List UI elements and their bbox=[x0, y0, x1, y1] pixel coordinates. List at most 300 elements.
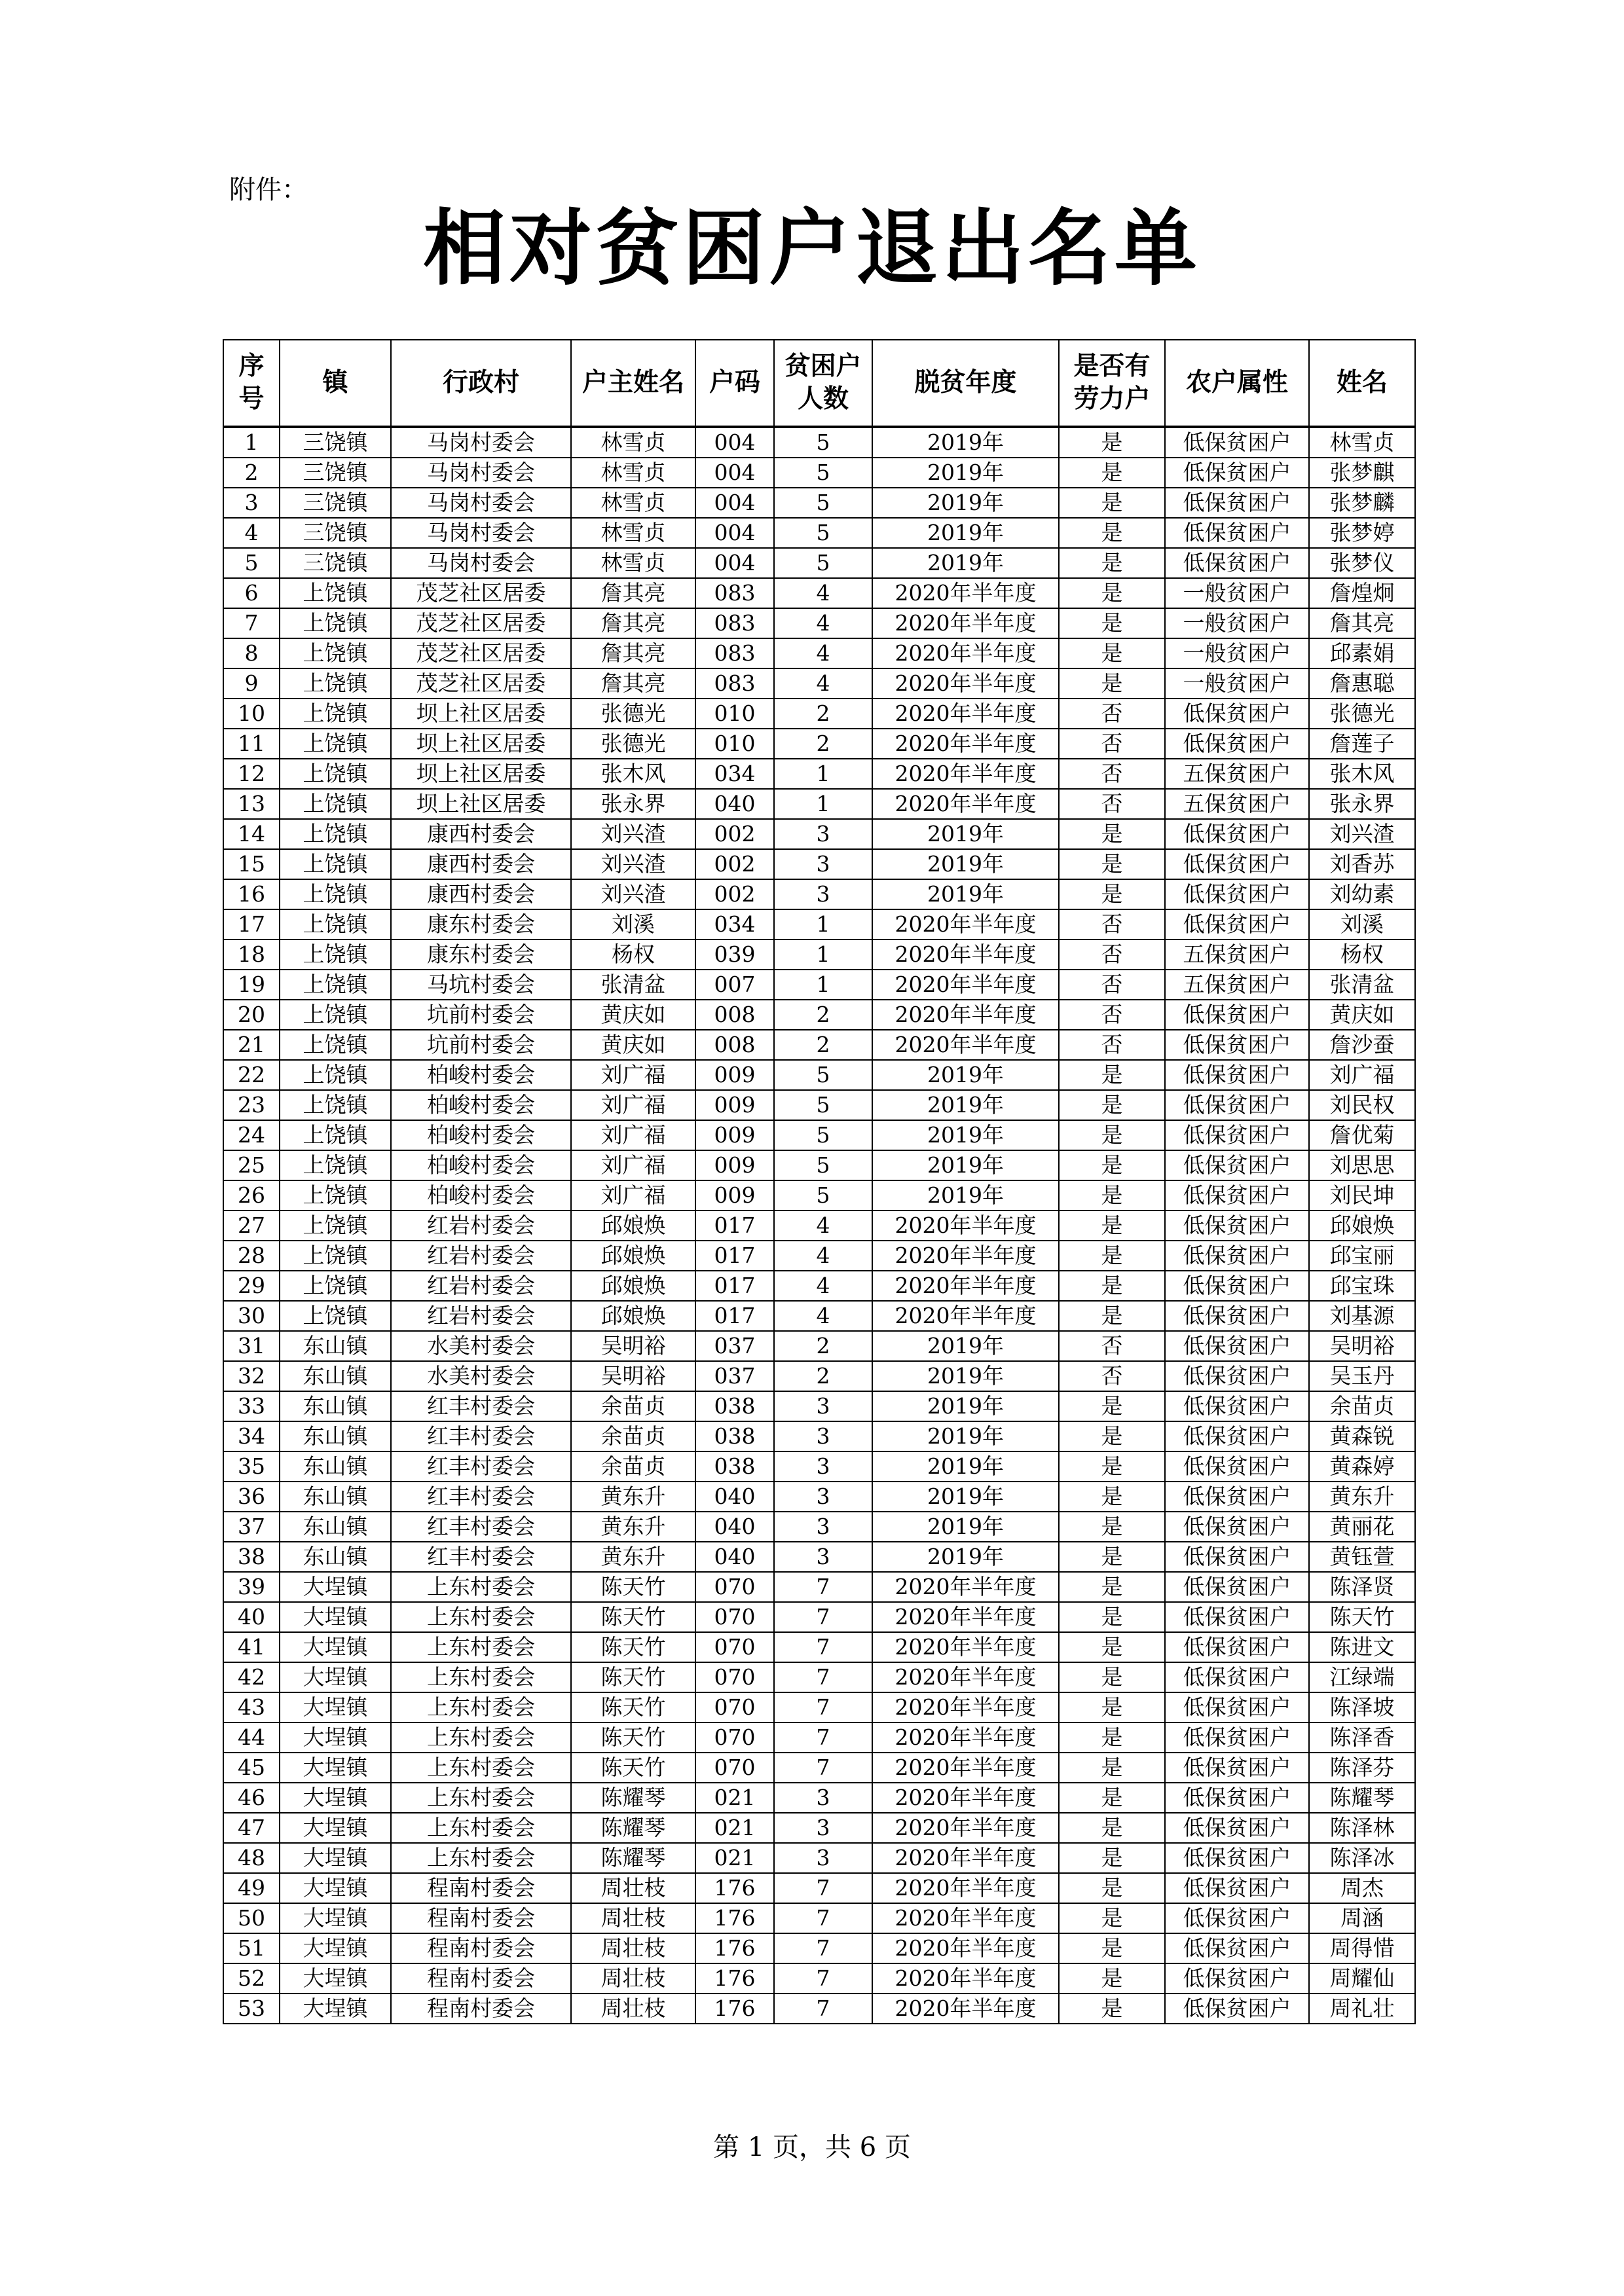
cell-town: 大埕镇 bbox=[280, 1572, 391, 1602]
cell-seq: 53 bbox=[223, 1994, 280, 2024]
cell-exit-year: 2019年 bbox=[872, 1421, 1059, 1451]
cell-town: 大埕镇 bbox=[280, 1963, 391, 1994]
cell-has-labor: 否 bbox=[1059, 909, 1165, 939]
cell-household-type: 低保贫困户 bbox=[1165, 1150, 1309, 1180]
cell-exit-year: 2020年半年度 bbox=[872, 729, 1059, 759]
cell-name: 詹莲子 bbox=[1309, 729, 1415, 759]
cell-household-type: 低保贫困户 bbox=[1165, 849, 1309, 879]
cell-seq: 15 bbox=[223, 849, 280, 879]
cell-household-size: 5 bbox=[774, 1090, 872, 1120]
cell-household-size: 1 bbox=[774, 909, 872, 939]
cell-name: 陈耀琴 bbox=[1309, 1783, 1415, 1813]
cell-village: 康西村委会 bbox=[391, 849, 571, 879]
cell-household-code: 039 bbox=[695, 939, 774, 970]
cell-has-labor: 是 bbox=[1059, 1692, 1165, 1722]
cell-has-labor: 否 bbox=[1059, 1361, 1165, 1391]
table-row bbox=[223, 1542, 1415, 1572]
cell-town: 大埕镇 bbox=[280, 1994, 391, 2024]
cell-name: 林雪贞 bbox=[1309, 427, 1415, 458]
table-row bbox=[223, 638, 1415, 668]
cell-town: 东山镇 bbox=[280, 1482, 391, 1512]
cell-has-labor: 是 bbox=[1059, 1241, 1165, 1271]
cell-town: 大埕镇 bbox=[280, 1873, 391, 1903]
cell-name: 邱宝珠 bbox=[1309, 1271, 1415, 1301]
cell-village: 程南村委会 bbox=[391, 1873, 571, 1903]
cell-household-code: 037 bbox=[695, 1361, 774, 1391]
cell-town: 东山镇 bbox=[280, 1542, 391, 1572]
cell-name: 詹优菊 bbox=[1309, 1120, 1415, 1150]
cell-household-type: 低保贫困户 bbox=[1165, 1030, 1309, 1060]
cell-town: 大埕镇 bbox=[280, 1722, 391, 1753]
cell-has-labor: 是 bbox=[1059, 1572, 1165, 1602]
header-name: 姓名 bbox=[1309, 340, 1415, 427]
cell-exit-year: 2019年 bbox=[872, 1391, 1059, 1421]
cell-name: 刘广福 bbox=[1309, 1060, 1415, 1090]
table-row bbox=[223, 1994, 1415, 2024]
cell-householder: 陈天竹 bbox=[571, 1572, 695, 1602]
cell-town: 上饶镇 bbox=[280, 1271, 391, 1301]
cell-name: 陈泽贤 bbox=[1309, 1572, 1415, 1602]
cell-village: 坑前村委会 bbox=[391, 1030, 571, 1060]
cell-household-code: 040 bbox=[695, 789, 774, 819]
cell-household-code: 083 bbox=[695, 578, 774, 608]
cell-household-type: 低保贫困户 bbox=[1165, 879, 1309, 909]
cell-exit-year: 2020年半年度 bbox=[872, 1602, 1059, 1632]
cell-seq: 47 bbox=[223, 1813, 280, 1843]
cell-household-code: 004 bbox=[695, 427, 774, 458]
cell-household-size: 7 bbox=[774, 1572, 872, 1602]
cell-town: 上饶镇 bbox=[280, 789, 391, 819]
table-row bbox=[223, 1873, 1415, 1903]
cell-household-type: 低保贫困户 bbox=[1165, 458, 1309, 488]
cell-household-size: 3 bbox=[774, 1783, 872, 1813]
cell-seq: 50 bbox=[223, 1903, 280, 1933]
cell-has-labor: 否 bbox=[1059, 729, 1165, 759]
cell-exit-year: 2020年半年度 bbox=[872, 1813, 1059, 1843]
cell-household-type: 低保贫困户 bbox=[1165, 1391, 1309, 1421]
cell-household-size: 2 bbox=[774, 1000, 872, 1030]
cell-seq: 43 bbox=[223, 1692, 280, 1722]
cell-household-code: 002 bbox=[695, 849, 774, 879]
cell-has-labor: 否 bbox=[1059, 939, 1165, 970]
cell-village: 坝上社区居委 bbox=[391, 789, 571, 819]
cell-household-code: 008 bbox=[695, 1000, 774, 1030]
cell-seq: 44 bbox=[223, 1722, 280, 1753]
cell-household-type: 一般贫困户 bbox=[1165, 608, 1309, 638]
cell-household-type: 低保贫困户 bbox=[1165, 1572, 1309, 1602]
cell-household-size: 7 bbox=[774, 1963, 872, 1994]
cell-seq: 23 bbox=[223, 1090, 280, 1120]
cell-name: 周得惜 bbox=[1309, 1933, 1415, 1963]
table-row bbox=[223, 1482, 1415, 1512]
table-row bbox=[223, 427, 1415, 458]
cell-household-code: 004 bbox=[695, 518, 774, 548]
cell-household-type: 低保贫困户 bbox=[1165, 1722, 1309, 1753]
cell-village: 柏峻村委会 bbox=[391, 1120, 571, 1150]
cell-town: 上饶镇 bbox=[280, 699, 391, 729]
cell-village: 程南村委会 bbox=[391, 1963, 571, 1994]
table-row bbox=[223, 1963, 1415, 1994]
header-householder: 户主姓名 bbox=[571, 340, 695, 427]
cell-household-size: 3 bbox=[774, 1421, 872, 1451]
cell-householder: 陈天竹 bbox=[571, 1632, 695, 1662]
cell-householder: 林雪贞 bbox=[571, 488, 695, 518]
cell-village: 茂芝社区居委 bbox=[391, 638, 571, 668]
cell-householder: 刘广福 bbox=[571, 1090, 695, 1120]
table-row bbox=[223, 1090, 1415, 1120]
table-row bbox=[223, 1632, 1415, 1662]
header-household-size: 贫困户人数 bbox=[774, 340, 872, 427]
cell-household-size: 4 bbox=[774, 1271, 872, 1301]
cell-town: 上饶镇 bbox=[280, 909, 391, 939]
cell-exit-year: 2019年 bbox=[872, 1060, 1059, 1090]
cell-exit-year: 2020年半年度 bbox=[872, 1873, 1059, 1903]
cell-seq: 51 bbox=[223, 1933, 280, 1963]
cell-household-type: 低保贫困户 bbox=[1165, 1873, 1309, 1903]
cell-has-labor: 是 bbox=[1059, 1391, 1165, 1421]
cell-exit-year: 2020年半年度 bbox=[872, 1271, 1059, 1301]
cell-exit-year: 2019年 bbox=[872, 1512, 1059, 1542]
cell-has-labor: 否 bbox=[1059, 759, 1165, 789]
cell-name: 詹沙蚕 bbox=[1309, 1030, 1415, 1060]
cell-has-labor: 是 bbox=[1059, 548, 1165, 578]
cell-name: 邱娘焕 bbox=[1309, 1211, 1415, 1241]
cell-householder: 余苗贞 bbox=[571, 1391, 695, 1421]
header-village: 行政村 bbox=[391, 340, 571, 427]
cell-has-labor: 是 bbox=[1059, 1542, 1165, 1572]
cell-exit-year: 2020年半年度 bbox=[872, 1030, 1059, 1060]
cell-household-size: 4 bbox=[774, 578, 872, 608]
cell-village: 红丰村委会 bbox=[391, 1542, 571, 1572]
cell-household-type: 五保贫困户 bbox=[1165, 789, 1309, 819]
cell-household-size: 2 bbox=[774, 699, 872, 729]
cell-name: 张梦麟 bbox=[1309, 488, 1415, 518]
cell-householder: 周壮枝 bbox=[571, 1903, 695, 1933]
cell-householder: 周壮枝 bbox=[571, 1873, 695, 1903]
cell-household-size: 7 bbox=[774, 1903, 872, 1933]
cell-has-labor: 是 bbox=[1059, 1722, 1165, 1753]
cell-name: 詹其亮 bbox=[1309, 608, 1415, 638]
cell-household-type: 低保贫困户 bbox=[1165, 1451, 1309, 1482]
cell-name: 黄钰萱 bbox=[1309, 1542, 1415, 1572]
table-row bbox=[223, 1120, 1415, 1150]
cell-town: 大埕镇 bbox=[280, 1783, 391, 1813]
cell-village: 康东村委会 bbox=[391, 909, 571, 939]
table-row bbox=[223, 608, 1415, 638]
cell-exit-year: 2020年半年度 bbox=[872, 1963, 1059, 1994]
cell-exit-year: 2020年半年度 bbox=[872, 1301, 1059, 1331]
cell-householder: 詹其亮 bbox=[571, 578, 695, 608]
cell-household-code: 037 bbox=[695, 1331, 774, 1361]
cell-name: 刘民权 bbox=[1309, 1090, 1415, 1120]
cell-has-labor: 是 bbox=[1059, 518, 1165, 548]
cell-town: 上饶镇 bbox=[280, 849, 391, 879]
cell-household-type: 低保贫困户 bbox=[1165, 518, 1309, 548]
cell-household-code: 021 bbox=[695, 1783, 774, 1813]
cell-householder: 刘兴渣 bbox=[571, 819, 695, 849]
cell-village: 柏峻村委会 bbox=[391, 1090, 571, 1120]
cell-town: 上饶镇 bbox=[280, 1241, 391, 1271]
cell-village: 马岗村委会 bbox=[391, 488, 571, 518]
cell-seq: 16 bbox=[223, 879, 280, 909]
cell-village: 柏峻村委会 bbox=[391, 1060, 571, 1090]
cell-householder: 刘广福 bbox=[571, 1060, 695, 1090]
cell-village: 红丰村委会 bbox=[391, 1482, 571, 1512]
cell-household-code: 009 bbox=[695, 1180, 774, 1211]
cell-exit-year: 2019年 bbox=[872, 1331, 1059, 1361]
cell-name: 吴玉丹 bbox=[1309, 1361, 1415, 1391]
cell-exit-year: 2020年半年度 bbox=[872, 668, 1059, 699]
cell-household-type: 低保贫困户 bbox=[1165, 1361, 1309, 1391]
cell-household-code: 070 bbox=[695, 1662, 774, 1692]
table-row bbox=[223, 1301, 1415, 1331]
cell-exit-year: 2020年半年度 bbox=[872, 578, 1059, 608]
cell-household-type: 低保贫困户 bbox=[1165, 1211, 1309, 1241]
table-row bbox=[223, 729, 1415, 759]
cell-household-size: 1 bbox=[774, 939, 872, 970]
cell-seq: 7 bbox=[223, 608, 280, 638]
cell-town: 上饶镇 bbox=[280, 970, 391, 1000]
cell-householder: 林雪贞 bbox=[571, 427, 695, 458]
cell-household-type: 低保贫困户 bbox=[1165, 1632, 1309, 1662]
cell-household-code: 010 bbox=[695, 699, 774, 729]
cell-householder: 陈天竹 bbox=[571, 1662, 695, 1692]
cell-household-size: 4 bbox=[774, 608, 872, 638]
cell-household-code: 008 bbox=[695, 1030, 774, 1060]
cell-household-size: 4 bbox=[774, 1241, 872, 1271]
cell-household-code: 004 bbox=[695, 548, 774, 578]
cell-household-code: 176 bbox=[695, 1873, 774, 1903]
cell-village: 红丰村委会 bbox=[391, 1451, 571, 1482]
cell-village: 茂芝社区居委 bbox=[391, 608, 571, 638]
cell-name: 张梦仪 bbox=[1309, 548, 1415, 578]
cell-village: 上东村委会 bbox=[391, 1572, 571, 1602]
cell-householder: 邱娘焕 bbox=[571, 1301, 695, 1331]
cell-seq: 4 bbox=[223, 518, 280, 548]
cell-household-size: 2 bbox=[774, 1361, 872, 1391]
cell-householder: 林雪贞 bbox=[571, 518, 695, 548]
cell-town: 上饶镇 bbox=[280, 1000, 391, 1030]
cell-seq: 12 bbox=[223, 759, 280, 789]
cell-exit-year: 2020年半年度 bbox=[872, 699, 1059, 729]
page-title: 相对贫困户退出名单 bbox=[423, 200, 1201, 297]
header-town: 镇 bbox=[280, 340, 391, 427]
cell-has-labor: 是 bbox=[1059, 1211, 1165, 1241]
table-row bbox=[223, 1692, 1415, 1722]
cell-household-type: 五保贫困户 bbox=[1165, 970, 1309, 1000]
cell-village: 马岗村委会 bbox=[391, 458, 571, 488]
cell-exit-year: 2020年半年度 bbox=[872, 939, 1059, 970]
cell-household-type: 一般贫困户 bbox=[1165, 578, 1309, 608]
cell-has-labor: 是 bbox=[1059, 1873, 1165, 1903]
cell-exit-year: 2020年半年度 bbox=[872, 1903, 1059, 1933]
cell-householder: 黄东升 bbox=[571, 1482, 695, 1512]
cell-household-code: 176 bbox=[695, 1903, 774, 1933]
cell-household-size: 7 bbox=[774, 1873, 872, 1903]
cell-name: 刘溪 bbox=[1309, 909, 1415, 939]
cell-town: 三饶镇 bbox=[280, 548, 391, 578]
cell-town: 上饶镇 bbox=[280, 668, 391, 699]
header-household-type: 农户属性 bbox=[1165, 340, 1309, 427]
cell-household-code: 040 bbox=[695, 1482, 774, 1512]
table-row bbox=[223, 1030, 1415, 1060]
cell-village: 坝上社区居委 bbox=[391, 759, 571, 789]
table-row bbox=[223, 939, 1415, 970]
cell-household-code: 083 bbox=[695, 638, 774, 668]
cell-has-labor: 否 bbox=[1059, 970, 1165, 1000]
cell-householder: 黄东升 bbox=[571, 1542, 695, 1572]
table-row bbox=[223, 1451, 1415, 1482]
cell-name: 黄森锐 bbox=[1309, 1421, 1415, 1451]
cell-householder: 林雪贞 bbox=[571, 548, 695, 578]
cell-seq: 49 bbox=[223, 1873, 280, 1903]
cell-village: 程南村委会 bbox=[391, 1933, 571, 1963]
cell-household-code: 017 bbox=[695, 1301, 774, 1331]
cell-household-size: 2 bbox=[774, 729, 872, 759]
cell-has-labor: 是 bbox=[1059, 1783, 1165, 1813]
cell-village: 水美村委会 bbox=[391, 1361, 571, 1391]
cell-householder: 刘广福 bbox=[571, 1120, 695, 1150]
cell-seq: 52 bbox=[223, 1963, 280, 1994]
cell-household-type: 低保贫困户 bbox=[1165, 909, 1309, 939]
cell-name: 陈天竹 bbox=[1309, 1602, 1415, 1632]
cell-householder: 周壮枝 bbox=[571, 1994, 695, 2024]
cell-has-labor: 是 bbox=[1059, 879, 1165, 909]
table-row bbox=[223, 1361, 1415, 1391]
cell-household-type: 低保贫困户 bbox=[1165, 1692, 1309, 1722]
cell-has-labor: 是 bbox=[1059, 458, 1165, 488]
cell-householder: 张木风 bbox=[571, 759, 695, 789]
cell-exit-year: 2020年半年度 bbox=[872, 1572, 1059, 1602]
cell-household-code: 004 bbox=[695, 458, 774, 488]
cell-seq: 37 bbox=[223, 1512, 280, 1542]
cell-household-code: 017 bbox=[695, 1211, 774, 1241]
cell-household-size: 7 bbox=[774, 1602, 872, 1632]
table-row bbox=[223, 1722, 1415, 1753]
header-household-code: 户码 bbox=[695, 340, 774, 427]
cell-household-size: 7 bbox=[774, 1632, 872, 1662]
cell-household-type: 低保贫困户 bbox=[1165, 1783, 1309, 1813]
cell-town: 上饶镇 bbox=[280, 1211, 391, 1241]
cell-household-type: 低保贫困户 bbox=[1165, 1421, 1309, 1451]
page-footer: 第 1 页，共 6 页 bbox=[713, 2132, 911, 2162]
cell-seq: 14 bbox=[223, 819, 280, 849]
cell-village: 上东村委会 bbox=[391, 1783, 571, 1813]
table-row bbox=[223, 849, 1415, 879]
cell-has-labor: 是 bbox=[1059, 427, 1165, 458]
cell-name: 陈进文 bbox=[1309, 1632, 1415, 1662]
cell-exit-year: 2020年半年度 bbox=[872, 909, 1059, 939]
table-row bbox=[223, 1783, 1415, 1813]
cell-household-size: 2 bbox=[774, 1030, 872, 1060]
cell-household-code: 070 bbox=[695, 1602, 774, 1632]
cell-exit-year: 2019年 bbox=[872, 1451, 1059, 1482]
cell-household-type: 低保贫困户 bbox=[1165, 1903, 1309, 1933]
cell-householder: 林雪贞 bbox=[571, 458, 695, 488]
cell-household-type: 低保贫困户 bbox=[1165, 1843, 1309, 1873]
cell-seq: 11 bbox=[223, 729, 280, 759]
cell-exit-year: 2019年 bbox=[872, 819, 1059, 849]
cell-exit-year: 2019年 bbox=[872, 1150, 1059, 1180]
cell-town: 东山镇 bbox=[280, 1361, 391, 1391]
cell-householder: 邱娘焕 bbox=[571, 1211, 695, 1241]
cell-village: 柏峻村委会 bbox=[391, 1180, 571, 1211]
table-row bbox=[223, 789, 1415, 819]
cell-village: 红丰村委会 bbox=[391, 1512, 571, 1542]
cell-seq: 24 bbox=[223, 1120, 280, 1150]
cell-has-labor: 否 bbox=[1059, 789, 1165, 819]
cell-householder: 周壮枝 bbox=[571, 1963, 695, 1994]
cell-town: 东山镇 bbox=[280, 1512, 391, 1542]
cell-village: 红岩村委会 bbox=[391, 1301, 571, 1331]
cell-town: 上饶镇 bbox=[280, 1090, 391, 1120]
cell-seq: 35 bbox=[223, 1451, 280, 1482]
cell-name: 吴明裕 bbox=[1309, 1331, 1415, 1361]
cell-household-code: 070 bbox=[695, 1692, 774, 1722]
cell-town: 上饶镇 bbox=[280, 819, 391, 849]
cell-household-code: 083 bbox=[695, 608, 774, 638]
cell-exit-year: 2019年 bbox=[872, 1361, 1059, 1391]
cell-seq: 46 bbox=[223, 1783, 280, 1813]
table-row bbox=[223, 759, 1415, 789]
cell-household-code: 070 bbox=[695, 1632, 774, 1662]
exit-list-table bbox=[223, 339, 1416, 2024]
table-row bbox=[223, 909, 1415, 939]
cell-household-size: 3 bbox=[774, 1451, 872, 1482]
cell-household-code: 038 bbox=[695, 1421, 774, 1451]
table-row bbox=[223, 1271, 1415, 1301]
cell-household-size: 3 bbox=[774, 849, 872, 879]
cell-seq: 8 bbox=[223, 638, 280, 668]
cell-town: 东山镇 bbox=[280, 1451, 391, 1482]
cell-seq: 20 bbox=[223, 1000, 280, 1030]
cell-exit-year: 2020年半年度 bbox=[872, 1722, 1059, 1753]
cell-name: 周杰 bbox=[1309, 1873, 1415, 1903]
cell-household-size: 3 bbox=[774, 1512, 872, 1542]
cell-household-code: 176 bbox=[695, 1933, 774, 1963]
cell-seq: 48 bbox=[223, 1843, 280, 1873]
cell-householder: 陈天竹 bbox=[571, 1602, 695, 1632]
cell-seq: 3 bbox=[223, 488, 280, 518]
cell-name: 张清盆 bbox=[1309, 970, 1415, 1000]
cell-householder: 张德光 bbox=[571, 729, 695, 759]
cell-household-type: 低保贫困户 bbox=[1165, 1662, 1309, 1692]
cell-town: 上饶镇 bbox=[280, 939, 391, 970]
cell-household-size: 1 bbox=[774, 970, 872, 1000]
cell-has-labor: 是 bbox=[1059, 1753, 1165, 1783]
cell-householder: 张永界 bbox=[571, 789, 695, 819]
cell-household-type: 五保贫困户 bbox=[1165, 939, 1309, 970]
table-row bbox=[223, 1843, 1415, 1873]
cell-exit-year: 2020年半年度 bbox=[872, 789, 1059, 819]
cell-household-size: 3 bbox=[774, 1813, 872, 1843]
header-seq: 序号 bbox=[223, 340, 280, 427]
table-row bbox=[223, 1813, 1415, 1843]
table-row bbox=[223, 699, 1415, 729]
cell-name: 陈泽林 bbox=[1309, 1813, 1415, 1843]
cell-village: 上东村委会 bbox=[391, 1753, 571, 1783]
cell-village: 上东村委会 bbox=[391, 1722, 571, 1753]
cell-has-labor: 是 bbox=[1059, 1150, 1165, 1180]
cell-exit-year: 2019年 bbox=[872, 1542, 1059, 1572]
cell-household-code: 004 bbox=[695, 488, 774, 518]
cell-household-type: 低保贫困户 bbox=[1165, 488, 1309, 518]
cell-household-code: 009 bbox=[695, 1150, 774, 1180]
cell-seq: 40 bbox=[223, 1602, 280, 1632]
cell-household-size: 4 bbox=[774, 638, 872, 668]
cell-has-labor: 是 bbox=[1059, 1120, 1165, 1150]
cell-name: 刘思思 bbox=[1309, 1150, 1415, 1180]
